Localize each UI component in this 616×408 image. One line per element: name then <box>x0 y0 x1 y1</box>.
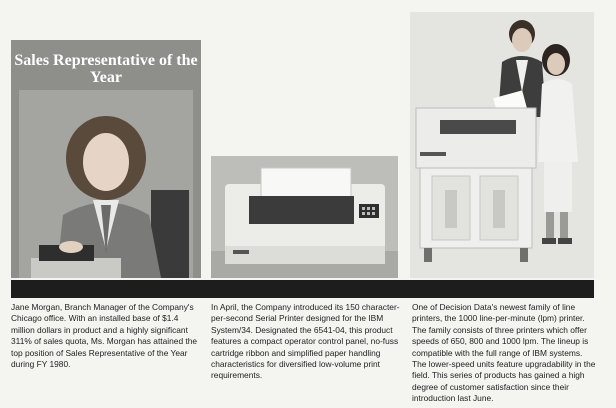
sales-rep-photo <box>11 40 201 278</box>
serial-printer-illustration <box>211 156 398 278</box>
line-printer-illustration <box>410 12 594 278</box>
serial-printer-photo <box>211 156 398 278</box>
caption-divider-band <box>11 280 594 298</box>
caption-line-printers: One of Decision Data's newest family of line printers, the 1000 line-per-minute (lpm) printer. The family consists of three printers which offer speeds of 650, 800 and 1000 lpm. The lineup is compatible with the full range of IBM systems. The lower-speed units feature upgradability in the field. This series of products has gained a high degree of customer satisfaction since their introduction last June. <box>412 302 596 404</box>
photo-title: Sales Representative of the Year <box>14 52 198 86</box>
line-printer-photo <box>410 12 594 278</box>
caption-serial-printer: In April, the Company introduced its 150 character-per-second Serial Printer designed for the IBM System/34. Designated the 6541-04, this product features a compact operator control panel, no-fuss cartridge ribbon and simplified paper handling characteristics for diversified low-volume print requirements. <box>211 302 400 381</box>
caption-jane-morgan: Jane Morgan, Branch Manager of the Company's Chicago office. With an installed base of $1.4 million dollars in product and a highly significant 311% of sales quota, Ms. Morgan has attained the top position of Sales Representative of the Year during FY 1980. <box>11 302 198 370</box>
